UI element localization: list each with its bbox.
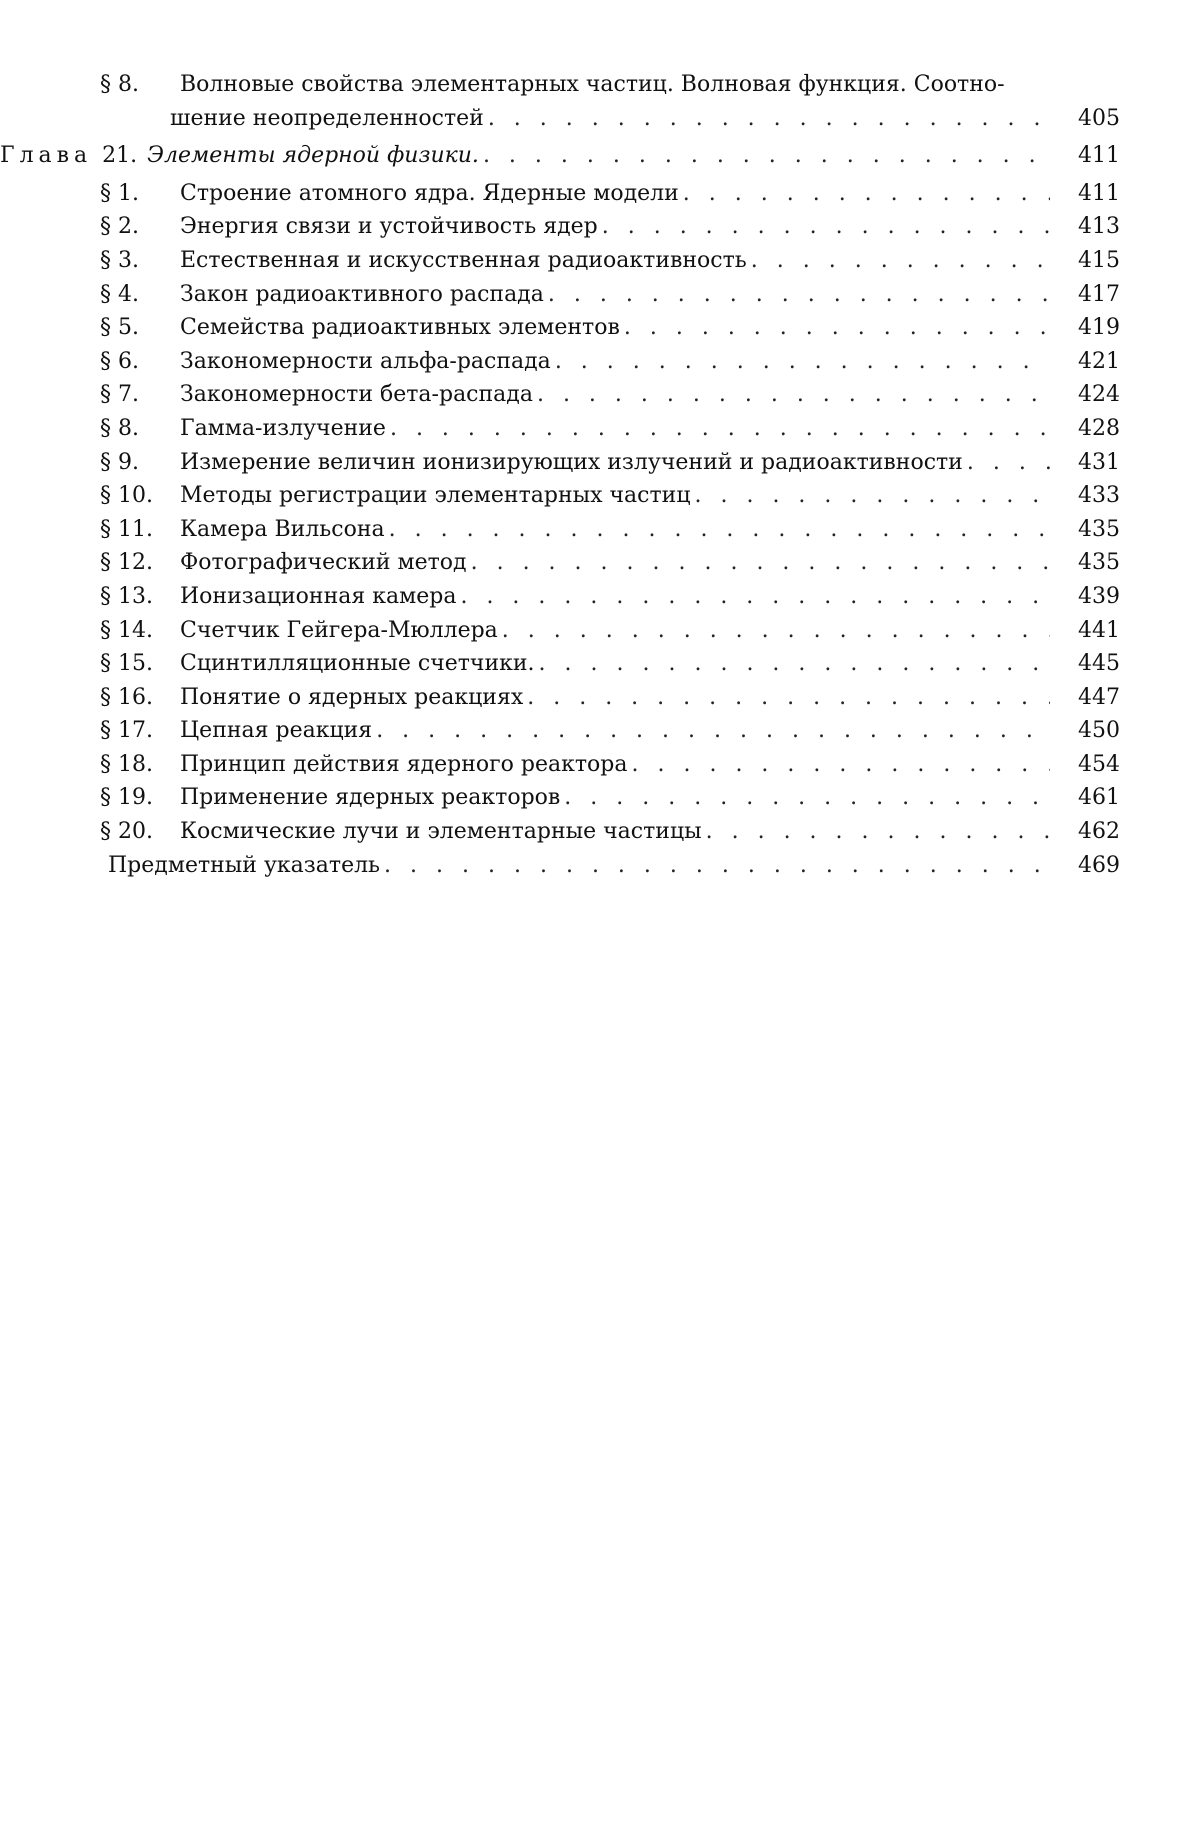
dot-leader [384,849,1050,883]
toc-entry-number: § 7. [100,382,139,408]
dot-leader [390,412,1050,446]
toc-entry-title: Счетчик Гейгера-Мюллера [180,617,498,643]
dot-leader [555,345,1050,379]
dot-leader [539,647,1050,681]
toc-entry-title: Камера Вильсона [180,516,385,542]
toc-entry-page: 435 [1078,516,1120,542]
dot-leader [564,781,1050,815]
toc-entry-title: Ионизационная камера [180,583,457,609]
toc-entry-number: § 8. [100,72,139,97]
toc-entry-number: § 4. [100,281,139,307]
toc-entry-page: 450 [1078,718,1120,744]
toc-entry[interactable] [0,446,1200,480]
toc-entry-title: Фотографический метод [180,550,467,576]
chapter-page: 411 [1078,143,1120,169]
toc-entry-title: Энергия связи и устойчивость ядер [180,214,598,240]
toc-entry[interactable] [0,714,1200,748]
toc-entry-page: 433 [1078,483,1120,509]
toc-entry-title: Естественная и искусственная радиоактивность [180,247,747,273]
toc-entry-title: Цепная реакция [180,718,373,744]
toc-entry-page: 419 [1078,315,1120,341]
toc-entry-number: § 8. [100,415,139,441]
toc-entry-title: Гамма-излучение [180,415,386,441]
toc-entry-title: Применение ядерных реакторов [180,785,561,811]
toc-entry-title: Методы регистрации элементарных частиц [180,483,691,509]
toc-entry-number: § 18. [100,751,153,777]
toc-entry-number: § 13. [100,583,153,609]
toc-entry-number: § 6. [100,348,139,374]
toc-entry-page: 435 [1078,550,1120,576]
toc-entry-number: § 16. [100,684,153,710]
toc-entry-title: Понятие о ядерных реакциях [180,684,524,710]
toc-entry[interactable] [0,681,1200,715]
toc-entry-number: § 12. [100,550,153,576]
dot-leader [751,244,1050,278]
toc-entry[interactable] [0,412,1200,446]
toc-entry-number: § 15. [100,651,153,677]
dot-leader [694,479,1050,513]
toc-entry-page: 439 [1078,583,1120,609]
dot-leader [502,614,1050,648]
toc-entry-title: Закон радиоактивного распада [180,281,544,307]
dot-leader [527,681,1050,715]
toc-entry[interactable] [0,311,1200,345]
toc-entry-number: § 9. [100,449,139,475]
dot-leader [471,546,1050,580]
toc-entry-page: 424 [1078,382,1120,408]
toc-entry-number: § 2. [100,214,139,240]
toc-entry-page: 461 [1078,785,1120,811]
toc-entry-page: 441 [1078,617,1120,643]
toc-entry-subject-index[interactable] [0,849,1200,883]
toc-entry[interactable] [0,378,1200,412]
dot-leader [460,580,1050,614]
toc-entry-prev-section-line2[interactable] [0,102,1200,136]
toc-entry-number: § 1. [100,180,139,206]
toc-entry-number: § 10. [100,483,153,509]
toc-entry-page: 462 [1078,819,1120,845]
dot-leader [376,714,1050,748]
dot-leader [548,278,1050,312]
chapter-label: Глава [0,143,93,169]
toc-entry[interactable] [0,479,1200,513]
toc-entry[interactable] [0,781,1200,815]
toc-entry-title: Сцинтилляционные счетчики. [180,651,535,677]
toc-entry-page: 454 [1078,751,1120,777]
dot-leader [488,102,1050,136]
toc-entry-page: 405 [1078,105,1120,131]
dot-leader [706,815,1050,849]
toc-entry-title: Семейства радиоактивных элементов [180,315,620,341]
dot-leader [537,378,1050,412]
toc-entry-title: Космические лучи и элементарные частицы [180,819,702,845]
dot-leader [602,210,1050,244]
toc-entry-page: 415 [1078,247,1120,273]
toc-entry[interactable] [0,580,1200,614]
table-of-contents [0,68,1200,882]
toc-entry-page: 413 [1078,214,1120,240]
toc-entry-number: § 17. [100,718,153,744]
index-title: Предметный указатель [108,852,381,878]
toc-entry-page: 428 [1078,415,1120,441]
toc-chapter-heading[interactable] [0,139,1200,173]
toc-entry[interactable] [0,647,1200,681]
toc-entry-title: Строение атомного ядра. Ядерные модели [180,180,679,206]
toc-entry[interactable] [0,177,1200,211]
dot-leader [967,446,1050,480]
toc-entry-page: 431 [1078,449,1120,475]
toc-entry[interactable] [0,546,1200,580]
toc-entry[interactable] [0,210,1200,244]
toc-entry[interactable] [0,244,1200,278]
toc-entry-title-continued: шение неопределенностей [170,105,484,131]
toc-entry-page: 417 [1078,281,1120,307]
toc-entry[interactable] [0,748,1200,782]
dot-leader [632,748,1051,782]
chapter-number: 21. [102,143,138,169]
toc-entry-page: 411 [1078,180,1120,206]
toc-entry-number: § 14. [100,617,153,643]
dot-leader [624,311,1050,345]
toc-entry[interactable] [0,513,1200,547]
chapter-title: Элементы ядерной физики. [147,143,479,169]
toc-entry-number: § 3. [100,247,139,273]
toc-entry[interactable] [0,278,1200,312]
toc-entry-title: Закономерности альфа-распада [180,348,551,374]
toc-entry-prev-section-line1 [0,68,1200,102]
toc-entry-page: 447 [1078,684,1120,710]
toc-entry[interactable] [0,614,1200,648]
toc-entry-title: Измерение величин ионизирующих излучений и радиоактивности [180,449,963,475]
toc-entry[interactable] [0,345,1200,379]
toc-entry-number: § 20. [100,819,153,845]
index-page: 469 [1078,852,1120,878]
toc-entry-page: 421 [1078,348,1120,374]
toc-entry-number: § 5. [100,315,139,341]
dot-leader [483,139,1050,173]
toc-entry-title: Волновые свойства элементарных частиц. Волновая функция. Соотно- [180,72,1005,97]
toc-entry-title: Закономерности бета-распада [180,382,533,408]
toc-entry-number: § 11. [100,516,153,542]
toc-entry-number: § 19. [100,785,153,811]
toc-entry[interactable] [0,815,1200,849]
dot-leader [683,177,1050,211]
toc-entry-page: 445 [1078,651,1120,677]
dot-leader [389,513,1050,547]
section-list [0,177,1200,849]
toc-entry-title: Принцип действия ядерного реактора [180,751,628,777]
